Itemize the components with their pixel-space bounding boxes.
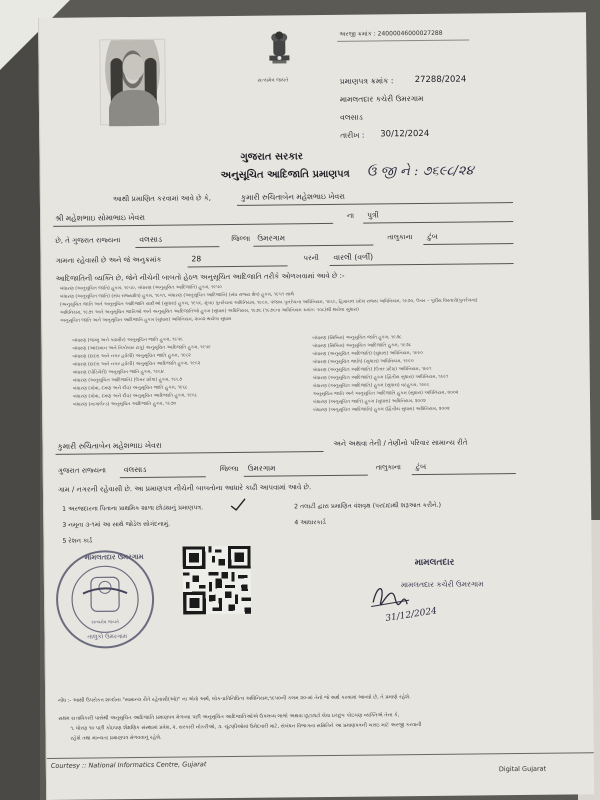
residence-district-label: જિલ્લા (219, 464, 239, 474)
order-item: બંધારણ (અનુસૂચિત જાતિ) (સુધારા) અધિનિયમ, ૧૯૯૦ (312, 359, 414, 366)
certificate-title: અનુસૂચિત આદિજાતિ પ્રમાણપત્ર (220, 168, 350, 182)
order-item: બંધારણ (અનુસૂચિત આદિજાતિ) હુકમ (દ્વિતીય સુધારા) અધિનિયમ, ૨૦૦૨ (313, 406, 450, 414)
district-line (135, 246, 219, 248)
applicant-name-line (237, 202, 513, 206)
order-item: (અનુસૂચિત જાતિ અને અનુસૂચિત આદિજાતિ યાદીઓ (સુધારા) હુકમ, ૧૯૫૬, મુંબઇ પુનર્રચના અધિનિયમ, ૧૯૬૦, પંજાબ પુનર્રચના અધિનિયમ, ૧૯૬૬, હિમાચલ પ્રદેશ રાજ્ય અધિનિયમ, ૧૯૭૦, ઉત્તર – પૂર્વીય વિસ્તારો(પુનર્રચના) (59, 298, 478, 308)
order-item: બંધારણ (સિક્કિમ) અનુસૂચિત જાતિ હુકમ, ૧૯૭૮ (312, 335, 402, 342)
orders-left-list (72, 335, 303, 409)
village-line (423, 243, 513, 245)
residence-name-line (56, 451, 324, 455)
handwritten-signature (369, 574, 411, 614)
order-item: બંધારણ (દાદરા અને નગર હવેલી) અનુસૂચિત જાતિ હુકમ, ૧૯૬૨ (72, 353, 191, 360)
photo-face (122, 54, 144, 80)
document-item: 4 આધારકાર્ડ (294, 519, 326, 527)
residence-taluka-label: તાલુકાના (375, 463, 402, 472)
document-item: 1 અરજદારના પિતાના પ્રાથમિક શાળા છોડ્યાનું પ્રમાણપત્ર. (62, 504, 204, 513)
note-line: સક્ષમ સત્તાધિકારી પાસેથી અનુસૂચિત આદિજાતિ પ્રમાણપત્ર મેળવ્યા પછી અનુસૂચિત આદિજાતિઓએ ઉપલબ્ધ લાભો અથવા છૂટછાટો લેવા ઇચ્છુક કોઇપણ વ્યક્તિએ તેના કે, (58, 712, 400, 722)
basis-text: ગામ / નગરની રહેવાસી છે. આ પ્રમાણપત્ર નીચેની બાબતોના આધારે કાઢી આપવામાં આવે છે. (57, 483, 312, 494)
residence-village: ટુંબ (415, 461, 427, 472)
residence-district: વલસાડ (123, 464, 147, 475)
cert-number-value: 27288/2024 (414, 74, 467, 86)
village-line-prefix: ગામના રહેવાસી છે અને જે અનુક્રમાંક (55, 255, 162, 265)
village-value: ટુંબ (427, 231, 438, 241)
header-district: વલસાડ (340, 112, 363, 122)
serial-number: 28 (191, 254, 202, 264)
order-item: અધિનિયમ, ૧૯૭૧ અને અનુસૂચિત જાતિઓ અને અનુસૂચિત આદિજાતિઓ હુકમ (સુધારા) અધિનિયમ, ૧૯૭૬ (૧૯૭૬ના અધિનિયમ ક્રમાંક: ૧૦૮)થી થયેલા સુધારા) (60, 307, 359, 316)
residence-family-text: અને અથવા તેની / તેણીનો પરિવાર સામાન્ય રીતે (333, 438, 468, 448)
father-name: શ્રી મહેશભાઇ સોમાભાઇ ખેવરા (55, 212, 146, 223)
footer-divider (47, 752, 594, 759)
document-item: 5 રેશન કાર્ડ (62, 537, 93, 545)
handwritten-register-number: ઉ જી ને : ૭૬૯૮/૨૪ (366, 163, 474, 180)
check-mark-icon (230, 498, 246, 512)
order-item: બંધારણ (દાદરા અને નગર હવેલી) અનુસૂચિત આદિજાતિ હુકમ, ૧૯૬૨ (72, 361, 201, 368)
signatory-title: મામલતદાર (414, 557, 455, 569)
relation-line (363, 221, 513, 224)
applicant-photo (99, 39, 166, 126)
order-item: અનુસૂચિત જાતિ અને અનુસૂચિત આદિજાતિ હુકમ (સુધારા) અધિનિયમ, ૨૦૦૨ થયેલા સુધારા (60, 316, 232, 324)
order-item: બંધારણ (અનુસૂચિત આદિજાતિ) (ઉત્તર પ્રદેશ) અધિનિયમ, ૧૯૯૧ (312, 366, 432, 374)
order-item: બંધારણ (અનુસૂચિત આદિજાતિ) (સુધારા) અધિનિયમ, ૧૯૯૦ (312, 350, 424, 358)
district-value: વલસાડ (139, 234, 163, 244)
emblem-caption: સત્યમેવ જયતે (257, 77, 289, 84)
intro-text: આથી પ્રમાણિત કરવામાં આવે છે કે, (112, 194, 212, 204)
tribe-prefix: પરની (303, 254, 319, 263)
seal-center-text: સત્યમેવ જયતે (91, 620, 119, 626)
footer-courtesy: Courtesy :: National Informatics Centre, Gujarat (50, 760, 207, 770)
residence-taluka: ઉમરગામ (247, 463, 276, 473)
application-number: અરજી ક્રમાંક : 24000046000027288 (339, 29, 443, 38)
document-item: 3 નમૂના ૩-૧માં આ સાથે જોડેલ સોગંદનામું. (62, 520, 171, 529)
tribe-statement: આદિજાતિની વ્યક્તિ છે, જેને નીચેની બાબતો હેઠળ અનુસૂચિત આદિજાતિ તરીકે ઓળખવામાં આવે છે :- (55, 271, 345, 283)
order-item: બંધારણ (અનુસૂચિત જાતિ) હુકમ, ૧૯૫૦, બંધારણ (અનુસૂચિત આદિજાતિ) હુકમ, ૧૯૫૦ (59, 285, 222, 292)
order-item: બંધારણ (આંદામાન અને નિકોબાર ટાપુ) અનુસૂચિત આદિજાતિ હુકમ, ૧૯૫૯ (72, 345, 212, 352)
tribe-name: વારલી (વર્ળી) (333, 252, 374, 262)
cert-number-label: પ્રમાણપત્ર ક્રમાંક : (339, 76, 394, 86)
certificate-sheet (38, 12, 594, 800)
seal-top-text: મામલતદાર ઉમરગામ (84, 552, 144, 562)
orders-top-list (60, 281, 540, 326)
taluka-line (253, 245, 373, 247)
document-item: 2 તલાટી દ્વારા પ્રમાણિત વંશવૃક્ષ (પરદાદાથી શરૂઆત કરીને.) (294, 501, 442, 511)
order-item: અનુસૂચિત જાતિ અને અનુસૂચિત આદિજાતિ હુકમ (સુધારા) અધિનિયમ, ૨૦૦૨ (312, 390, 459, 398)
order-item: બંધારણ (અનુસૂચિત જાતિ) (સંઘ રાજ્યક્ષેત્ર) હુકમ, ૧૯૫૧, બંધારણ (અનુસૂચિત આદિજાતિ) (સંઘ રાજ્ય ક્ષેત્ર) હુકમ, ૧૯૫૧ સાથે (59, 292, 294, 300)
order-item: બંધારણ (સિક્કિમ) અનુસૂચિત આદિજાતિ હુકમ, ૧૯૭૮ (312, 343, 412, 350)
date-label: તારીખ : (340, 130, 365, 140)
taluka-value: ઉમરગામ (257, 233, 286, 243)
relation-prefix: ના (347, 211, 355, 220)
orders-right-list (312, 333, 553, 416)
qr-code (183, 546, 252, 615)
residence-village-line (412, 473, 516, 475)
footer-brand: Digital Gujarat (498, 764, 547, 774)
residence-taluka-line (244, 475, 368, 477)
order-item: બંધારણ (અનુસૂચિત આદિજાતિ) હુકમ (સુધારા) વટહુકમ, ૧૯૯૬ (312, 382, 430, 390)
signatory-office: મામલતદાર કચેરી ઉમરગામ (400, 579, 484, 590)
photo-body (109, 90, 159, 127)
order-item: બંધારણ (જમ્મુ અને કાશ્મીર) અનુસૂચિત જાતિ હુકમ, ૧૯૫૬ (72, 337, 183, 344)
order-item: બંધારણ (પોંડિચેરી) અનુસૂચિત જાતિ હુકમ, ૧૯૬૪ (72, 369, 164, 376)
issuing-office: મામલતદાર કચેરી ઉમરગામ (339, 93, 424, 104)
taluka-label: તાલુકાના (387, 233, 413, 242)
residence-state-prefix: ગુજરાત રાજ્યના (57, 466, 107, 475)
order-item: બંધારણ (અનુસૂચિત આદિજાતિ) (ઉત્તર પ્રદેશ) હુકમ, ૧૯૬૭ (72, 377, 183, 384)
note-line: રહેશે તથા માન્યતા પ્રમાણપત્ર મેળવવાનું રહેશે. (70, 734, 162, 742)
tribe-line (330, 263, 514, 266)
background-left (0, 0, 40, 800)
residence-district-line (120, 476, 206, 478)
state-prefix: છે, તે ગુજરાત રાજ્યના (55, 236, 121, 245)
order-item: બંધારણ (અનુસૂચિત જાતિ) હુકમ (સુધારા) અધિનિયમ, ૨૦૦૨ (313, 398, 426, 406)
date-value: 30/12/2024 (380, 128, 430, 140)
note-line: નોંધ :- આથી ઉપરોક્ત્ત શબ્દોના "સામાન્ય રીતે રહેવાસી(ઓ)" ના એવો અર્થ, લોક-પ્રતિનિધિત્વ અધિનિયમ,૧૯૫૦ની કલમ ૨૦-માં તેનો જે અર્થ કરવામાં આવ્યો છે, તે પ્રમાણે રહેશે. (58, 694, 411, 704)
district-label: જિલ્લા (231, 234, 251, 243)
national-emblem-icon (264, 31, 294, 75)
note-line: ૧. ધોરણ ૧૦ પછી કોઇપણ શૈક્ષણિક સંસ્થામાં પ્રવેશ, ૨. સરકારી નોકરીઓ, ૩. ચૂંટણીઓમાં ઉમેદવારી માટે, સંબંધન વિભાગના સમિતિને આ પ્રમાણપત્રની ખરાઇ માટે અરજી કરવાની (70, 722, 422, 732)
order-item: બંધારણ (અનુસૂચિત આદિજાતિ) હુકમ (દ્વિતીય સુધારા) અધિનિયમ, ૧૯૯૧ (312, 374, 449, 382)
order-item: બંધારણ (ગોવા, દમણ અને દીવ) અનુસૂચિત આદિજાતિ હુકમ, ૧૯૬૮ (72, 393, 198, 400)
relation: પુત્રી (367, 210, 379, 220)
government-title: ગુજરાત સરકાર (240, 151, 303, 163)
seal-bottom-text: તાલુકો ઉમરગામ (87, 633, 128, 641)
residence-name: કુમારી રુચિતાબેન મહેશભાઇ ખેવરા (57, 440, 162, 451)
handwritten-signature-date: 31/12/2024 (384, 606, 438, 624)
serial-line (188, 265, 288, 267)
applicant-name: કુમારી રુચિતાબેન મહેશભાઇ ખેવરા (240, 191, 346, 202)
father-name-line (53, 223, 333, 227)
order-item: બંધારણ (ગોવા, દમણ અને દીવ) અનુસૂચિત જાતિ હુકમ, ૧૯૬૮ (72, 385, 188, 392)
order-item: બંધારણ (નાગાલેન્ડ) અનુસૂચિત આદિજાતિ હુકમ, ૧૯૭૦ (73, 401, 177, 408)
app-no-underline (337, 39, 469, 41)
